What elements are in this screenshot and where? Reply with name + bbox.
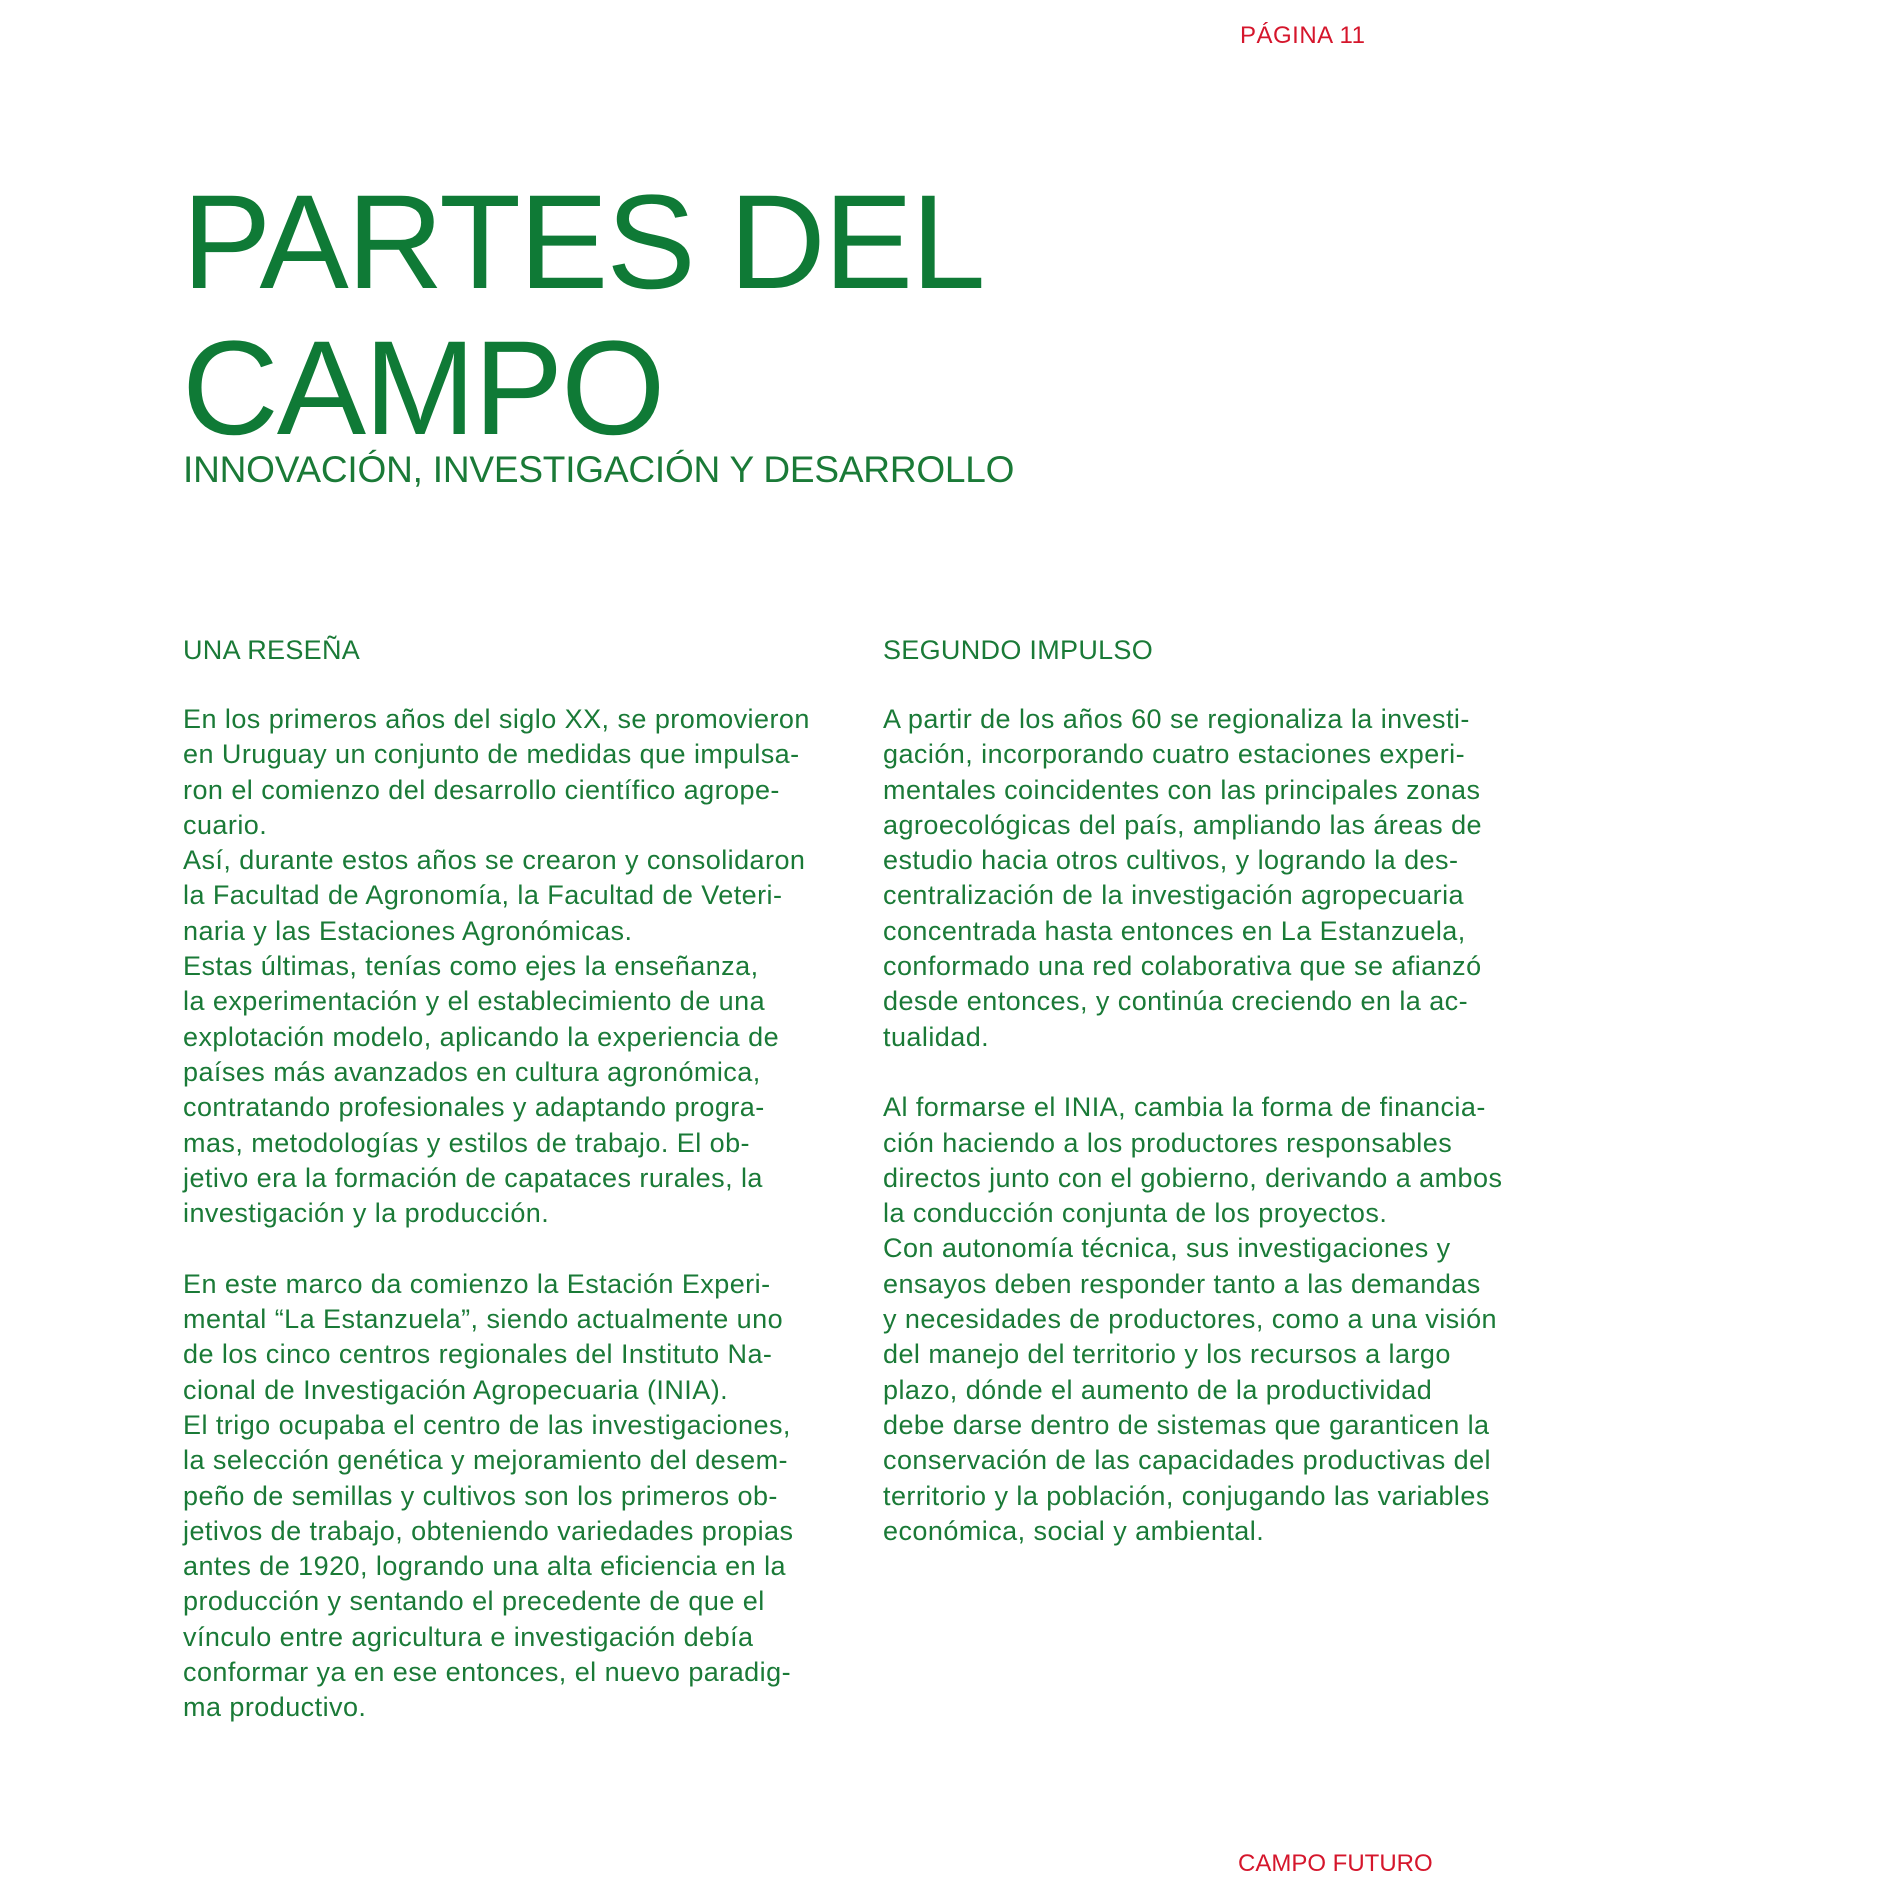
text-line: El trigo ocupaba el centro de las investigaciones, <box>183 1409 791 1440</box>
text-line: agroecológicas del país, ampliando las áreas de <box>883 809 1483 840</box>
page-number: PÁGINA 11 <box>1240 22 1366 49</box>
text-line: ensayos deben responder tanto a las demandas <box>883 1268 1481 1299</box>
text-line: vínculo entre agricultura e investigación debía <box>183 1621 754 1652</box>
publication-footer: CAMPO FUTURO <box>1238 1850 1433 1877</box>
text-line: concentrada hasta entonces en La Estanzuela, <box>883 915 1466 946</box>
text-line: Al formarse el INIA, cambia la forma de financia- <box>883 1092 1486 1123</box>
text-line: producción y sentando el precedente de que el <box>183 1586 765 1617</box>
text-line: desde entonces, y continúa creciendo en la ac- <box>883 986 1469 1017</box>
text-line: conformado una red colaborativa que se afianzó <box>883 951 1482 982</box>
section-heading-una-resena: UNA RESEÑA <box>183 635 361 665</box>
text-line: conformar ya en ese entonces, el nuevo paradig- <box>183 1657 792 1688</box>
text-line: explotación modelo, aplicando la experiencia de <box>183 1021 780 1052</box>
text-line: antes de 1920, logrando una alta eficiencia en la <box>183 1551 786 1582</box>
text-line: directos junto con el gobierno, derivando a ambos <box>883 1162 1503 1193</box>
page-title-line-1: PARTES DEL <box>182 168 984 317</box>
text-line: A partir de los años 60 se regionaliza la investi- <box>883 704 1470 734</box>
text-line: cuario. <box>183 809 268 840</box>
text-line: económica, social y ambiental. <box>883 1515 1265 1546</box>
text-line: investigación y la producción. <box>183 1198 550 1229</box>
text-line: la Facultad de Agronomía, la Facultad de Veteri- <box>183 880 783 911</box>
section-heading-segundo-impulso: SEGUNDO IMPULSO <box>883 635 1154 665</box>
text-line: ron el comienzo del desarrollo científico agrope- <box>183 774 780 805</box>
page-title-line-2: CAMPO <box>182 314 664 463</box>
text-line: y necesidades de productores, como a una visión <box>883 1304 1498 1335</box>
text-line: la experimentación y el establecimiento de una <box>183 986 766 1017</box>
text-line: mas, metodologías y estilos de trabajo. El ob- <box>183 1127 750 1158</box>
text-line: Con autonomía técnica, sus investigaciones y <box>883 1233 1451 1264</box>
text-line: Así, durante estos años se crearon y consolidaron <box>183 845 806 876</box>
text-line: conservación de las capacidades productivas del <box>883 1445 1492 1476</box>
text-line: del manejo del territorio y los recursos a largo <box>883 1339 1451 1370</box>
text-line: peño de semillas y cultivos son los primeros ob- <box>183 1480 778 1511</box>
text-line: En este marco da comienzo la Estación Experi- <box>183 1268 771 1299</box>
body-text-segundo-impulso <box>883 702 1563 1549</box>
text-line: mentales coincidentes con las principales zonas <box>883 774 1481 805</box>
text-line: centralización de la investigación agropecuaria <box>883 880 1464 911</box>
text-line: mental “La Estanzuela”, siendo actualmente uno <box>183 1304 784 1335</box>
text-line: naria y las Estaciones Agronómicas. <box>183 915 633 946</box>
page-subtitle: INNOVACIÓN, INVESTIGACIÓN Y DESARROLLO <box>183 449 1015 490</box>
text-line: debe darse dentro de sistemas que garanticen la <box>883 1409 1490 1440</box>
text-line: ma productivo. <box>183 1692 367 1723</box>
body-text-una-resena <box>183 702 863 1726</box>
text-line: en Uruguay un conjunto de medidas que impulsa- <box>183 739 800 770</box>
text-line: ción haciendo a los productores responsables <box>883 1127 1453 1158</box>
text-line: jetivo era la formación de capataces rurales, la <box>183 1162 763 1193</box>
page-title <box>182 170 984 462</box>
text-line: países más avanzados en cultura agronómica, <box>183 1056 761 1087</box>
text-line: jetivos de trabajo, obteniendo variedades propias <box>183 1515 794 1546</box>
text-line: plazo, dónde el aumento de la productividad <box>883 1374 1433 1405</box>
text-line: territorio y la población, conjugando las variables <box>883 1480 1490 1511</box>
left-column <box>183 632 863 1726</box>
paragraph-break <box>183 1231 863 1266</box>
text-line: contratando profesionales y adaptando progra- <box>183 1092 765 1123</box>
text-line: En los primeros años del siglo XX, se promovieron <box>183 704 810 734</box>
paragraph-break <box>883 1055 1563 1090</box>
text-line: tualidad. <box>883 1021 990 1052</box>
text-line: la conducción conjunta de los proyectos. <box>883 1198 1388 1229</box>
text-line: estudio hacia otros cultivos, y logrando la des- <box>883 845 1459 876</box>
right-column <box>883 632 1563 1549</box>
text-line: gación, incorporando cuatro estaciones experi- <box>883 739 1466 770</box>
text-line: la selección genética y mejoramiento del desem- <box>183 1445 788 1476</box>
text-line: Estas últimas, tenías como ejes la enseñanza, <box>183 951 759 982</box>
text-line: de los cinco centros regionales del Instituto Na- <box>183 1339 773 1370</box>
text-line: cional de Investigación Agropecuaria (INIA). <box>183 1374 729 1405</box>
